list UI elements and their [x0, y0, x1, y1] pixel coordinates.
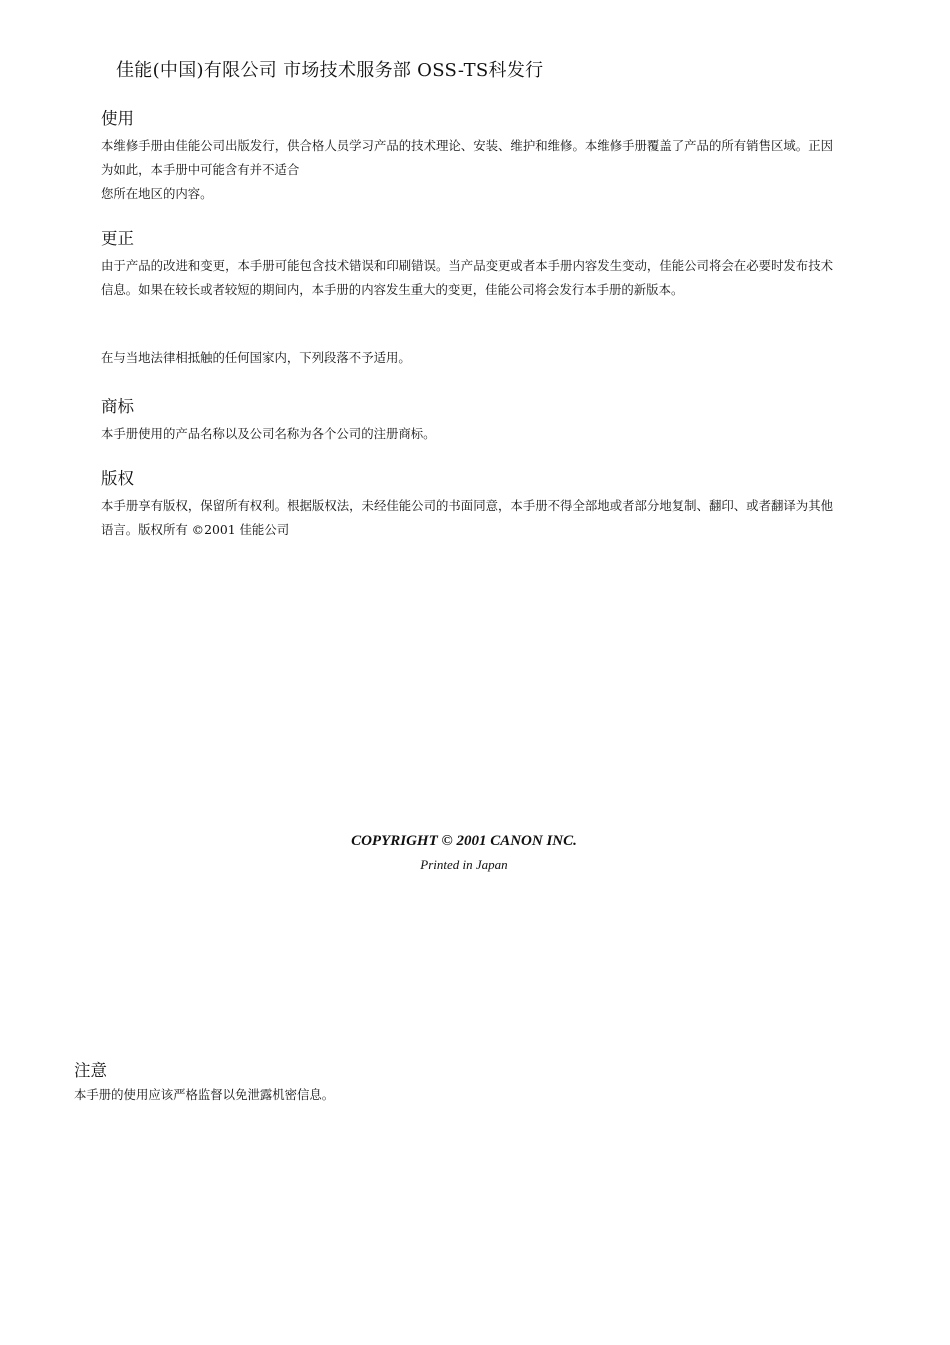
section-use [101, 108, 833, 206]
notice-heading: 注意 [74, 1061, 107, 1080]
section-revision-body: 由于产品的改进和变更，本手册可能包含技术错误和印刷错误。当产品变更或者本手册内容发生变动，佳能公司将会在必要时发布技术信息。如果在较长或者较短的期间内，本手册的内容发生重大的变更，佳能公司将会发行本手册的新版本。 [101, 258, 833, 297]
section-use-body: 本维修手册由佳能公司出版发行，供合格人员学习产品的技术理论、安装、维护和维修。本维修手册覆盖了产品的所有销售区域。正因为如此，本手册中可能含有并不适合 您所在地区的内容。 [101, 138, 833, 201]
copyright-footer [0, 830, 928, 878]
copyright-notice: COPYRIGHT © 2001 CANON INC. [351, 833, 577, 849]
section-use-heading: 使用 [101, 109, 134, 128]
section-law-body: 在与当地法律相抵触的任何国家内，下列段落不予适用。 [101, 350, 411, 365]
section-law-notice [101, 346, 833, 370]
section-copyright-body: 本手册享有版权，保留所有权利。根据版权法，未经佳能公司的书面同意，本手册不得全部地或者部分地复制、翻印、或者翻译为其他语言。版权所有 ©2001 佳能公司 [101, 498, 833, 537]
section-trademark [101, 396, 833, 446]
printed-in-japan: Printed in Japan [420, 857, 508, 872]
section-revision-heading: 更正 [101, 229, 134, 248]
notice-body: 本手册的使用应该严格监督以免泄露机密信息。 [74, 1087, 335, 1102]
section-copyright-heading: 版权 [101, 469, 134, 488]
section-trademark-body: 本手册使用的产品名称以及公司名称为各个公司的注册商标。 [101, 426, 436, 441]
confidential-notice [74, 1060, 774, 1106]
section-revision [101, 228, 833, 302]
section-copyright [101, 468, 833, 542]
section-trademark-heading: 商标 [101, 397, 134, 416]
publisher-line: 佳能(中国)有限公司 市场技术服务部 OSS-TS科发行 [116, 60, 544, 81]
